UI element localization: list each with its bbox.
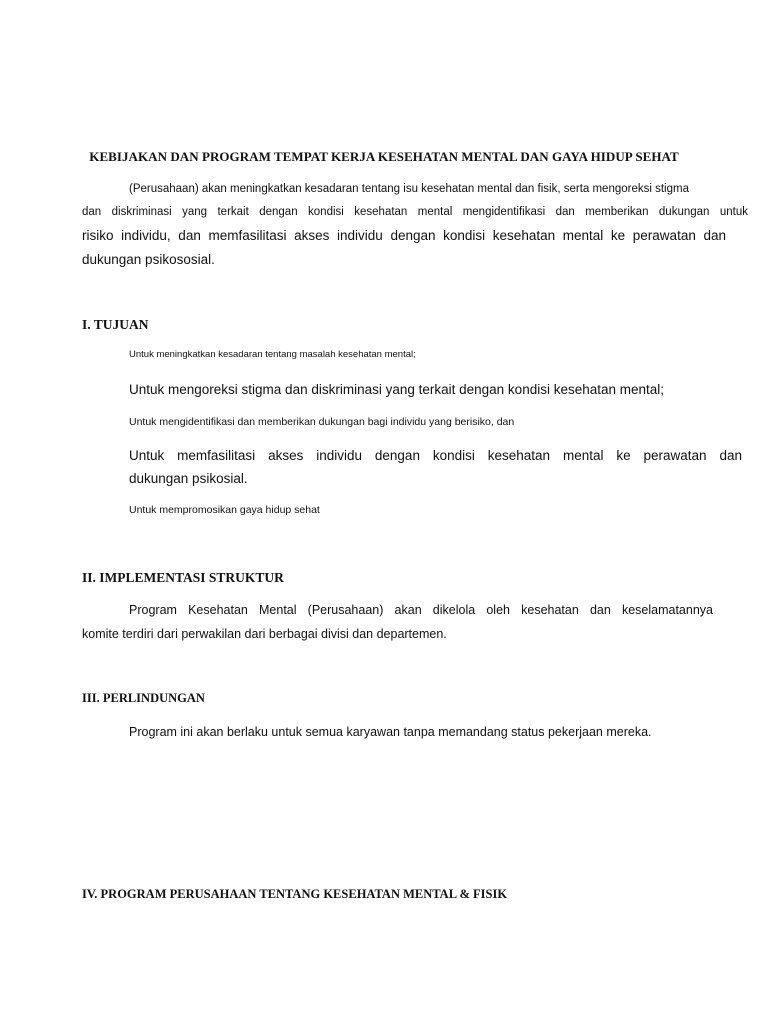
intro-line-3: risiko individu, dan memfasilitasi akses individu dengan kondisi kesehatan mental ke perawatan dan: [82, 228, 726, 243]
section-heading-program: IV. PROGRAM PERUSAHAAN TENTANG KESEHATAN MENTAL & FISIK: [82, 887, 508, 901]
document-title: KEBIJAKAN DAN PROGRAM TEMPAT KERJA KESEHATAN MENTAL DAN GAYA HIDUP SEHAT: [89, 149, 679, 164]
implementasi-line-1: Program Kesehatan Mental (Perusahaan) akan dikelola oleh kesehatan dan keselamatannya: [129, 603, 713, 617]
implementasi-line-2: komite terdiri dari perwakilan dari berbagai divisi dan departemen.: [82, 627, 447, 641]
tujuan-item-5: Untuk mempromosikan gaya hidup sehat: [129, 504, 320, 516]
intro-line-2: dan diskriminasi yang terkait dengan kondisi kesehatan mental mengidentifikasi dan memberikan dukungan untuk: [82, 206, 748, 218]
tujuan-item-3: Untuk mengidentifikasi dan memberikan dukungan bagi individu yang berisiko, dan: [129, 416, 515, 428]
intro-line-4: dukungan psikososial.: [82, 252, 215, 267]
tujuan-item-1: Untuk meningkatkan kesadaran tentang masalah kesehatan mental;: [129, 349, 416, 360]
section-heading-implementasi: II. IMPLEMENTASI STRUKTUR: [82, 570, 284, 585]
tujuan-item-4-cont: dukungan psikosial.: [129, 471, 248, 486]
intro-line-1: (Perusahaan) akan meningkatkan kesadaran tentang isu kesehatan mental dan fisik, serta mengoreksi stigma: [129, 183, 689, 195]
tujuan-item-4: Untuk memfasilitasi akses individu dengan kondisi kesehatan mental ke perawatan dan: [129, 448, 742, 463]
section-heading-tujuan: I. TUJUAN: [82, 317, 149, 332]
tujuan-item-2: Untuk mengoreksi stigma dan diskriminasi yang terkait dengan kondisi kesehatan mental;: [129, 382, 665, 397]
perlindungan-line-1: Program ini akan berlaku untuk semua karyawan tanpa memandang status pekerjaan mereka.: [129, 725, 652, 739]
section-heading-perlindungan: III. PERLINDUNGAN: [82, 691, 205, 705]
